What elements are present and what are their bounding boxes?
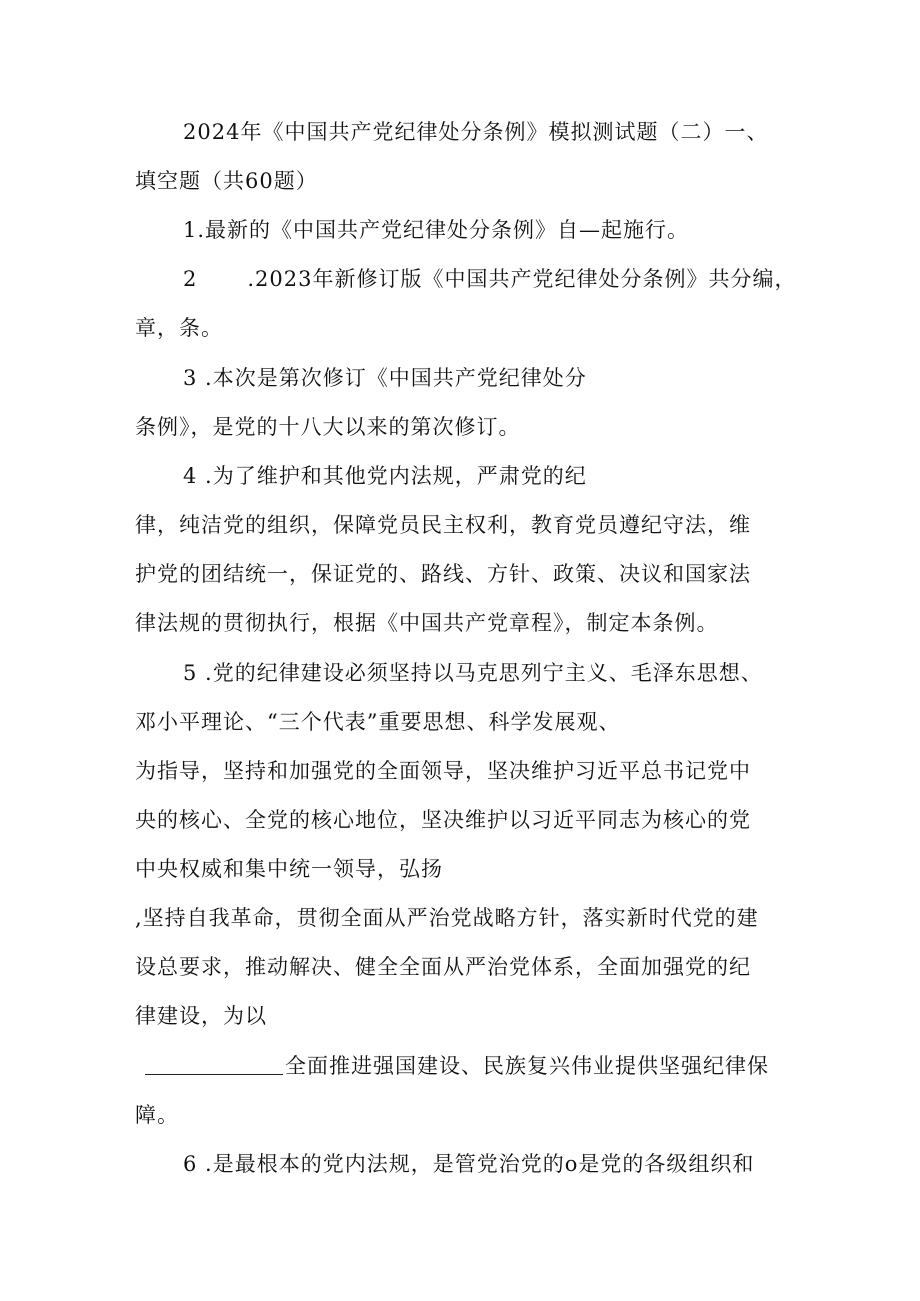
document-title-line-2: 填空题（共60题）: [135, 169, 318, 193]
question-4-line-4: 律法规的贯彻执行，根据《中国共产党章程》，制定本条例。: [135, 611, 719, 635]
question-5-line-8: 律建设，为以: [135, 1004, 267, 1028]
question-4-line-3: 护党的团结统一，保证党的、路线、方针、政策、决议和国家法: [135, 562, 751, 586]
question-2-line-1: [183, 264, 797, 294]
question-4-line-1: 4 .为了维护和其他党内法规，严肃党的纪: [183, 464, 587, 488]
question-5-line-9: [135, 1051, 769, 1081]
answer-blank: [145, 1052, 283, 1075]
question-5-line-5: 中央权威和集中统一领导，弘扬: [135, 857, 443, 881]
question-5-line-4: 央的核心、全党的核心地位，坚决维护以习近平同志为核心的党: [135, 808, 751, 832]
question-3-line-2: 条例》，是党的十八大以来的第次修订。: [135, 415, 521, 439]
question-3-line-1: 3 .本次是第次修订《中国共产党纪律处分: [183, 366, 587, 390]
question-2-line-2: 章，条。: [135, 316, 223, 340]
question-5-line-10: 障。: [135, 1103, 179, 1127]
question-4-line-2: 律，纯洁党的组织，保障党员民主权利，教育党员遵纪守法，维: [135, 513, 751, 537]
question-5-line-3: 为指导，坚持和加强党的全面领导，坚决维护习近平总书记党中: [135, 759, 751, 783]
question-5-line-6: ,坚持自我革命，贯彻全面从严治党战略方针，落实新时代党的建: [135, 906, 759, 930]
question-2-text: .2023年新修订版《中国共产党纪律处分条例》共分编，: [247, 267, 797, 291]
question-5-line-9-text: 全面推进强国建设、民族复兴伟业提供坚强纪律保: [285, 1054, 769, 1078]
question-5-line-1: 5 .党的纪律建设必须坚持以马克思列宁主义、毛泽东思想、: [183, 661, 763, 685]
document-title-line-1: 2024年《中国共产党纪律处分条例》模拟测试题（二）一、: [183, 120, 769, 144]
question-5-line-7: 设总要求，推动解决、健全全面从严治党体系，全面加强党的纪: [135, 955, 751, 979]
question-1: 1.最新的《中国共产党纪律处分条例》自—起施行。: [183, 218, 690, 242]
question-5-line-2: 邓小平理论、“三个代表”重要思想、科学发展观、: [135, 710, 621, 734]
question-2-number: 2: [183, 267, 198, 291]
question-6-line-1: 6 .是最根本的党内法规，是管党治党的o是党的各级组织和: [183, 1152, 755, 1176]
